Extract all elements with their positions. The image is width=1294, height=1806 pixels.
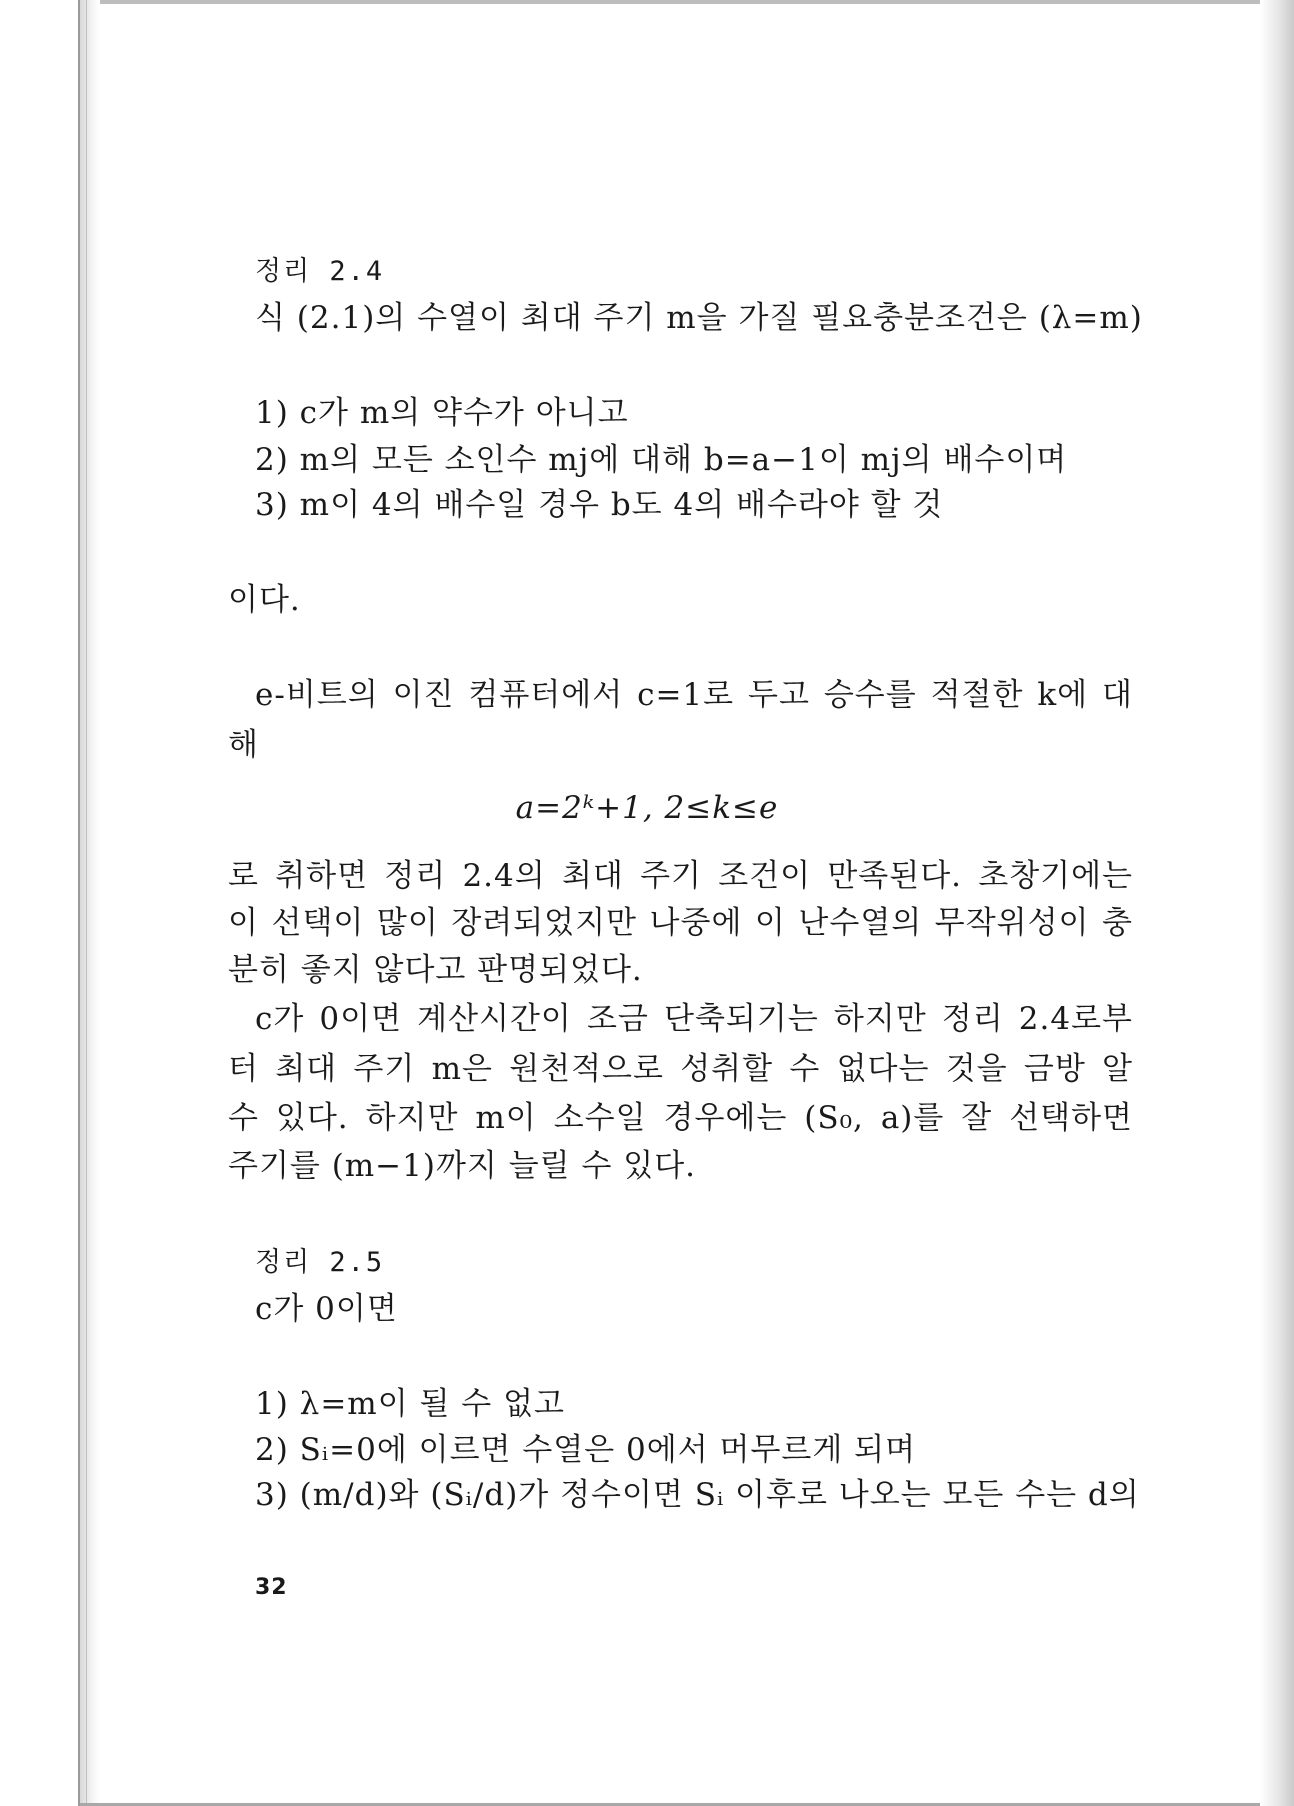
paragraph-2-line-4: 주기를 (m−1)까지 늘릴 수 있다. bbox=[228, 1148, 697, 1184]
paragraph-1-line-1: e-비트의 이진 컴퓨터에서 c=1로 두고 승수를 적절한 k에 대 bbox=[255, 677, 1133, 713]
paragraph-2-line-3: 수 있다. 하지만 m이 소수일 경우에는 (S₀, a)를 잘 선택하면 bbox=[228, 1100, 1133, 1136]
theorem-2-5-statement: c가 0이면 bbox=[255, 1291, 398, 1327]
theorem-2-4-condition-3: 3) m이 4의 배수일 경우 b도 4의 배수라야 할 것 bbox=[255, 487, 944, 523]
theorem-2-4-condition-2: 2) m의 모든 소인수 mj에 대해 b=a−1이 mj의 배수이며 bbox=[255, 442, 1068, 478]
paragraph-1-line-5: 분히 좋지 않다고 판명되었다. bbox=[228, 952, 643, 988]
page-top-edge bbox=[80, 0, 1260, 4]
page-binding-edge bbox=[78, 0, 100, 1806]
paragraph-1-line-4: 이 선택이 많이 장려되었지만 나중에 이 난수열의 무작위성이 충 bbox=[228, 905, 1133, 941]
theorem-2-5-condition-2: 2) Sᵢ=0에 이르면 수열은 0에서 머무르게 되며 bbox=[255, 1432, 917, 1468]
theorem-2-5-condition-1: 1) λ=m이 될 수 없고 bbox=[255, 1386, 565, 1422]
paragraph-1-line-2: 해 bbox=[228, 727, 259, 763]
theorem-2-5-label: 정리 2.5 bbox=[255, 1247, 385, 1278]
theorem-2-4-condition-1: 1) c가 m의 약수가 아니고 bbox=[255, 395, 629, 431]
theorem-2-4-closing: 이다. bbox=[228, 582, 301, 618]
theorem-2-5-condition-3: 3) (m/d)와 (Sᵢ/d)가 정수이면 Sᵢ 이후로 나오는 모든 수는 d의 bbox=[255, 1477, 1140, 1513]
page-number: 32 bbox=[255, 1575, 288, 1600]
theorem-2-4-statement: 식 (2.1)의 수열이 최대 주기 m을 가질 필요충분조건은 (λ=m) bbox=[255, 300, 1143, 336]
paragraph-2-line-1: c가 0이면 계산시간이 조금 단축되기는 하지만 정리 2.4로부 bbox=[255, 1001, 1133, 1037]
paragraph-2-line-2: 터 최대 주기 m은 원천적으로 성취할 수 없다는 것을 금방 알 bbox=[228, 1051, 1133, 1087]
paragraph-1-line-3: 로 취하면 정리 2.4의 최대 주기 조건이 만족된다. 초창기에는 bbox=[228, 858, 1133, 894]
page-right-edge bbox=[1260, 0, 1294, 1806]
theorem-2-4-label: 정리 2.4 bbox=[255, 256, 385, 287]
formula: a=2ᵏ+1, 2≤k≤e bbox=[515, 790, 779, 826]
